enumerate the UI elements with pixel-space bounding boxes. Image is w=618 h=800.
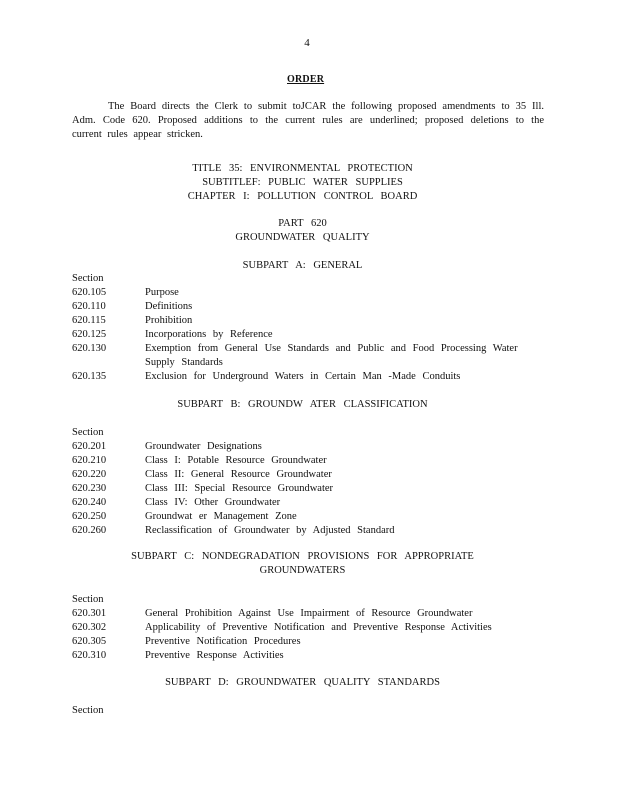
list-item (72, 607, 532, 621)
section-number: 620.201 (72, 441, 107, 452)
list-item (72, 454, 532, 468)
section-title: Exclusion for Underground Waters in Certain Man -Made Conduits (145, 371, 461, 382)
list-item (72, 342, 532, 370)
list-item (72, 510, 532, 524)
section-number: 620.105 (72, 287, 107, 298)
section-number: 620.110 (72, 301, 106, 312)
intro-paragraph: The Board directs the Clerk to submit toJCAR the following proposed amendments to 35 Ill. Adm. Code 620. Proposed additions to the current rules are underlined; proposed deletions to the current rules appear stricken. (72, 101, 544, 140)
section-number: 620.305 (72, 636, 107, 647)
section-label: Section (72, 273, 104, 284)
list-item (72, 635, 532, 649)
section-title: Definitions (145, 301, 193, 312)
subpart-b-heading: SUBPART B: GROUNDW ATER CLASSIFICATION (177, 399, 428, 410)
section-title: Reclassification of Groundwater by Adjusted Standard (145, 525, 395, 536)
chapter-line: CHAPTER I: POLLUTION CONTROL BOARD (187, 191, 418, 202)
section-number: 620.135 (72, 371, 107, 382)
subpart-c-heading-line1: SUBPART C: NONDEGRADATION PROVISIONS FOR APPROPRIATE (131, 551, 474, 562)
title-line: TITLE 35: ENVIRONMENTAL PROTECTION (192, 163, 413, 174)
subpart-c-heading (0, 550, 605, 578)
section-number: 620.210 (72, 455, 107, 466)
list-item (72, 621, 532, 635)
section-label: Section (72, 594, 104, 605)
section-number: 620.130 (72, 343, 107, 354)
section-title: Class I: Potable Resource Groundwater (145, 455, 327, 466)
page-number: 4 (304, 37, 310, 49)
section-title: Class IV: Other Groundwater (145, 497, 281, 508)
section-title: Preventive Notification Procedures (145, 636, 301, 647)
order-heading: ORDER (287, 74, 325, 85)
section-number: 620.250 (72, 511, 107, 522)
title-block (0, 162, 605, 204)
subpart-d-heading: SUBPART D: GROUNDWATER QUALITY STANDARDS (165, 677, 440, 688)
section-label: Section (72, 427, 104, 438)
section-title: Groundwat er Management Zone (145, 511, 297, 522)
list-item (72, 496, 532, 510)
list-item (72, 524, 532, 538)
section-number: 620.115 (72, 315, 106, 326)
section-number: 620.301 (72, 608, 107, 619)
section-title: Applicability of Preventive Notification and Preventive Response Activities (145, 622, 492, 633)
section-number: 620.230 (72, 483, 107, 494)
section-number: 620.302 (72, 622, 107, 633)
section-title: Groundwater Designations (145, 441, 262, 452)
section-number: 620.240 (72, 497, 107, 508)
section-label: Section (72, 705, 104, 716)
section-list-b (72, 426, 532, 538)
section-title: Incorporations by Reference (145, 329, 273, 340)
section-title: Prohibition (145, 315, 193, 326)
section-number: 620.220 (72, 469, 107, 480)
list-item (72, 440, 532, 454)
section-list-d (72, 704, 532, 718)
part-number: PART 620 (278, 218, 327, 229)
list-item (72, 300, 532, 314)
section-number: 620.310 (72, 650, 107, 661)
subpart-c-heading-line2: GROUNDWATERS (259, 565, 346, 576)
list-item (72, 314, 532, 328)
part-title: GROUNDWATER QUALITY (235, 232, 370, 243)
list-item (72, 468, 532, 482)
section-list-c (72, 593, 532, 663)
section-title: General Prohibition Against Use Impairment of Resource Groundwater (145, 608, 473, 619)
list-item (72, 370, 532, 384)
section-title: Exemption from General Use Standards and Public and Food Processing Water Supply Standards (145, 343, 518, 368)
list-item (72, 328, 532, 342)
list-item (72, 286, 532, 300)
part-block (0, 217, 605, 245)
section-number: 620.260 (72, 525, 107, 536)
section-list-a (72, 272, 532, 384)
section-title: Class III: Special Resource Groundwater (145, 483, 334, 494)
section-title: Preventive Response Activities (145, 650, 284, 661)
subtitle-line: SUBTITLEF: PUBLIC WATER SUPPLIES (202, 177, 403, 188)
section-number: 620.125 (72, 329, 107, 340)
section-title: Class II: General Resource Groundwater (145, 469, 332, 480)
list-item (72, 649, 532, 663)
subpart-a-heading: SUBPART A: GENERAL (242, 260, 363, 271)
section-title: Purpose (145, 287, 179, 298)
list-item (72, 482, 532, 496)
